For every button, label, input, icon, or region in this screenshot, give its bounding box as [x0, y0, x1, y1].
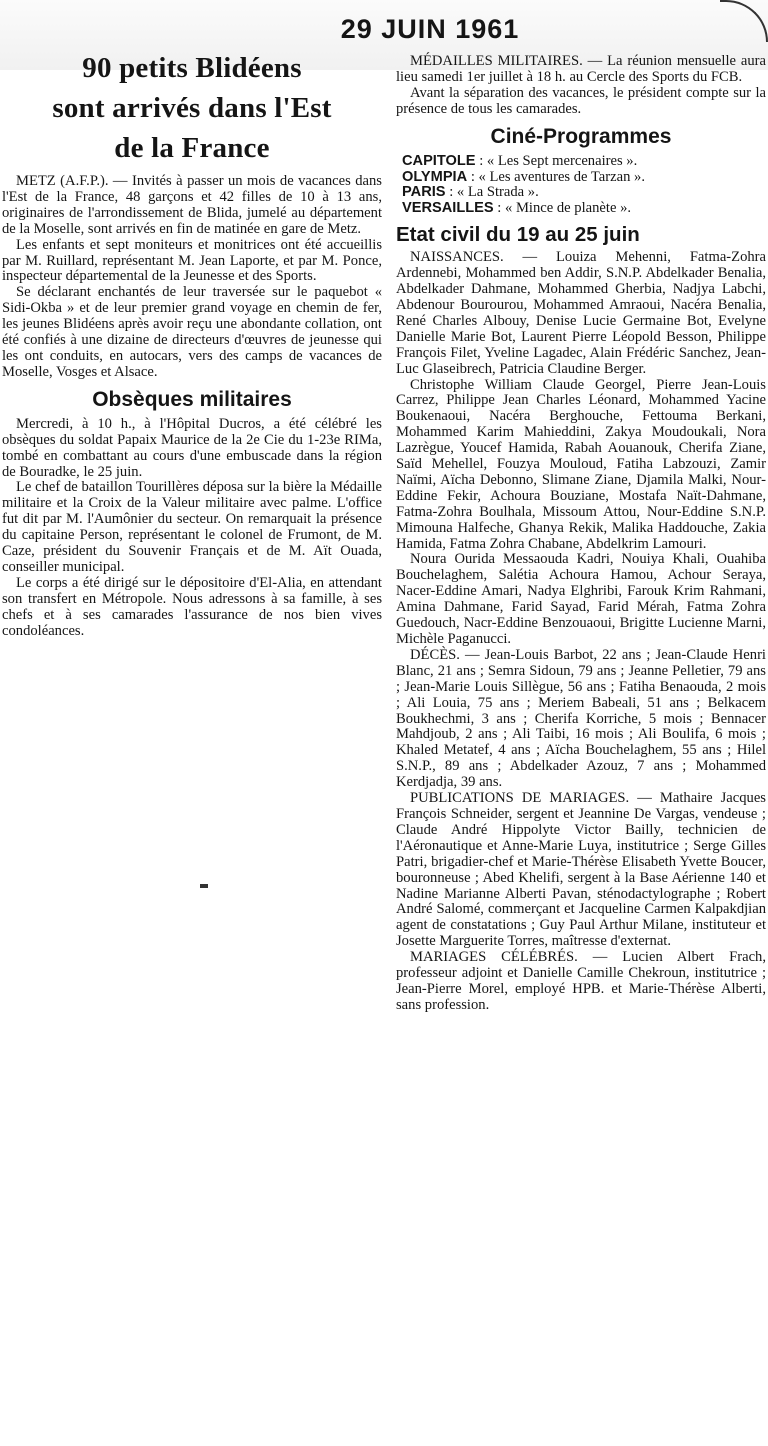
- deces-list: DÉCÈS. — Jean-Louis Barbot, 22 ans ; Jean-Claude Henri Blanc, 21 ans ; Semra Sidoun, 79 ans ; Jeanne Pelletier, 79 ans ; Jean-Marie Louis Sillègue, 56 ans ; Fatiha Benaouda, 2 mois ; Ali Louia, 75 ans ; Meriem Babeali, 51 ans ; Belkacem Boukhechmi, 3 ans ; Cherifa Korriche, 5 mois ; Bennacer Mahdjoub, 2 ans ; Ali Taibi, 16 mois ; Ali Boulifa, 6 mois ; Khaled Metatef, 4 ans ; Aïcha Bouchelaghem, 55 ans ; Hilel S.N.P., 89 ans ; Abdelkader Azouz, 7 ans ; Mohammed Kerdjadja, 39 ans.: [396, 646, 766, 791]
- cine-venue: CAPITOLE: [402, 152, 476, 169]
- headline-line: 90 petits Blidéens: [82, 52, 302, 84]
- cine-venue: PARIS: [402, 184, 446, 201]
- cine-film: : « Mince de planète ».: [497, 200, 632, 217]
- headline-line: de la France: [114, 132, 270, 164]
- publications-list: PUBLICATIONS DE MARIAGES. — Mathaire Jacques François Schneider, sergent et Jeannine De Vargas, vendeuse ; Claude André Hippolyte Victor Bailly, technicien de l'Aéronautique et Anne-Marie Luya, institutrice ; Serge Gilles Patri, brigadier-chef et Marie-Thérèse Elisabeth Yvette Boucer, bouronneuse ; Abed Khelifi, sergent à la Base Aérienne 140 et Nadine Marianne Alberti Pavan, sténodactylographe ; Robert André Salomé, commerçant et Jacqueline Carmen Kalpakdjian agent de constatations ; Guy Paul Arthur Milane, instituteur et Josette Marguerite Torres, maîtresse d'externat.: [396, 790, 766, 950]
- cine-row: [402, 170, 766, 186]
- article-paragraph: Les enfants et sept moniteurs et monitrices ont été accueillis par M. Ruillard, représentant M. Jean Laporte, et par M. Ponce, inspecteur départemental de la Jeunesse et des Sports.: [2, 236, 382, 285]
- medailles-notice: MÉDAILLES MILITAIRES. — La réunion mensuelle aura lieu samedi 1er juillet à 18 h. au Cercle des Sports du FCB.: [396, 53, 766, 85]
- naissances-list: NAISSANCES. — Louiza Mehenni, Fatma-Zohra Ardennebi, Mohammed ben Addir, S.N.P. Abdelkader Benalia, Abdelkader Dahmane, Mohammed Gherbia, Nadjya Labchi, Abdenour Bourourou, Mohammed Amraoui, Nacéra Benalia, René Charles Albouy, Denise Lucie Germaine Bot, Evelyne Danielle Marie Bot, Laurent Pierre Léopold Besson, Philippe François Filet, Yveline Lagadec, Alain Frédéric Sanchez, Jean-Luc Glaseibrech, Patricia Claudine Berger.: [396, 249, 766, 377]
- cine-row: [402, 154, 766, 170]
- article-paragraph: Se déclarant enchantés de leur traversée sur le paquebot « Sidi-Okba » et de leur premier grand voyage en chemin de fer, les jeunes Blidéens après avoir reçu une abondante collation, ont été confiés à une dizaine de directeurs d'œuvres de jeunesse qui les ont conduits, en autocars, vers des camps de vacances de Moselle, Vosges et Alsace.: [2, 284, 382, 380]
- left-column: [2, 48, 382, 639]
- main-headline: [2, 48, 382, 168]
- cine-film: : « Les Sept mercenaires ».: [479, 152, 638, 169]
- article-paragraph: Le chef de bataillon Tourillères déposa sur la bière la Médaille militaire et la Croix de la Valeur militaire avec palme. L'office fut dit par M. l'Aumônier du secteur. On remarquait la présence du capitaine Person, représentant le colonel de Frumont, de M. Caze, président du Souvenir Français et de M. Aït Ouada, conseiller municipal.: [2, 479, 382, 575]
- print-mark: [200, 884, 208, 888]
- naissances-list: Christophe William Claude Georgel, Pierre Jean-Louis Carrez, Philippe Jean Charles Léonard, Mohammed Yacine Boukenaoui, Nacéra Berghouche, Fettouma Berkani, Mohammed Karim Mahieddini, Zakya Moudoukali, Nora Lazrègue, Youcef Hamida, Rabah Aouanouk, Cherifa Ziane, Saïd Mehellel, Fouzya Mouloud, Fatiha Labzouzi, Zamir Naïmi, Aïcha Debonno, Slimane Ziane, Djamila Malki, Nour-Eddine Fekir, Achoura Bouziane, Mostafa Naït-Dahmane, Fatma-Zohra Boulhala, Missoum Attou, Nour-Eddine S.N.P. Mimouna Halfeche, Ghanya Rekik, Malika Haddouche, Zakia Hamida, Fatma Zohra Chabane, Abdelkrim Lamouri.: [396, 376, 766, 552]
- cine-heading: Ciné-Programmes: [490, 124, 672, 148]
- etat-civil-heading: Etat civil du 19 au 25 juin: [396, 223, 640, 247]
- cine-film: : « La Strada ».: [449, 184, 539, 201]
- headline-line: sont arrivés dans l'Est: [52, 92, 332, 124]
- issue-date: 29 JUIN 1961: [340, 14, 520, 44]
- cine-row: [402, 201, 766, 217]
- article-paragraph: Le corps a été dirigé sur le dépositoire d'El-Alia, en attendant son transfert en Métropole. Nous adressons à sa famille, à ses chefs et à ses camarades l'assurance de nos bien vives condoléances.: [2, 574, 382, 639]
- obseques-heading: Obsèques militaires: [92, 387, 292, 411]
- right-column: [396, 54, 766, 1014]
- cine-row: [402, 185, 766, 201]
- naissances-list: Noura Ourida Messaouda Kadri, Nouiya Khali, Ouahiba Bouchelaghem, Salétia Achoura Hamou, Achour Seraya, Nacer-Eddine Amari, Nadya Elghribi, Farouk Krim Rahmani, Amina Dahmane, Farid Sayad, Farid Mérah, Fatma Zohra Guedouch, Nacr-Eddine Benzouaoui, Brigitte Lucienne Marni, Michèle Paganucci.: [396, 551, 766, 647]
- cine-film: : « Les aventures de Tarzan ».: [470, 168, 645, 185]
- cine-venue: OLYMPIA: [402, 168, 468, 185]
- article-paragraph: METZ (A.F.P.). — Invités à passer un mois de vacances dans l'Est de la France, 48 garçons et 42 filles de 10 à 13 ans, originaires de l'arrondissement de Blida, jumelé au département de la Moselle, sont arrivés en fin de matinée en gare de Metz.: [2, 173, 382, 237]
- cine-venue: VERSAILLES: [402, 200, 494, 217]
- medailles-notice: Avant la séparation des vacances, le président compte sur la présence de tous les camarades.: [396, 84, 766, 117]
- mariages-list: MARIAGES CÉLÉBRÉS. — Lucien Albert Frach, professeur adjoint et Danielle Camille Chekroun, institutrice ; Jean-Pierre Morel, employé HPB. et Marie-Thérèse Alberti, sans profession.: [396, 949, 766, 1013]
- article-paragraph: Mercredi, à 10 h., à l'Hôpital Ducros, a été célébré les obsèques du soldat Papaix Maurice de la 2e Cie du 1-23e RIMa, tombé en combattant au cours d'une embuscade dans la région de Bouradke, le 25 juin.: [2, 415, 382, 480]
